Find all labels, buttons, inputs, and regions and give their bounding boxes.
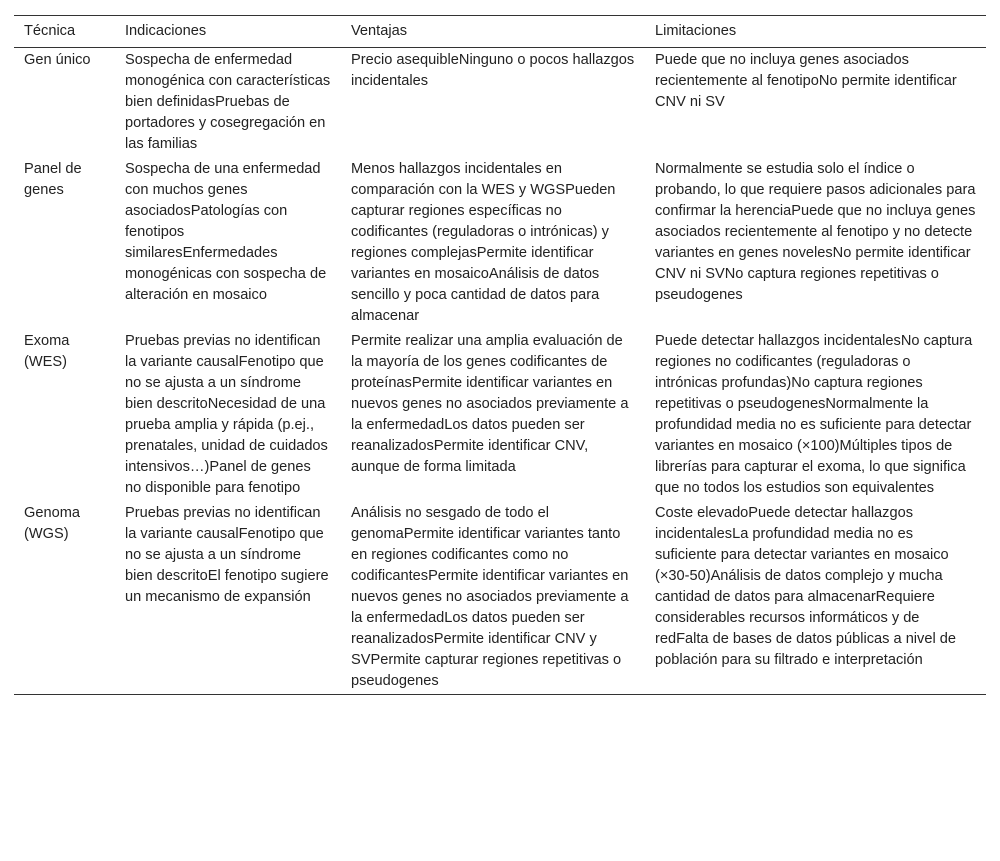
cell-limitaciones: Puede que no incluya genes asociados recientemente al fenotipoNo permite identificar CNV ni SV xyxy=(655,52,957,110)
cell-ventajas: Precio asequibleNinguno o pocos hallazgos incidentales xyxy=(351,52,635,89)
cell-limitaciones: Coste elevadoPuede detectar hallazgos incidentalesLa profundidad media no es suficiente para detectar variantes en mosaico (×30-50)Análisis de datos complejo y mucha cantidad de datos para almacenarRequiere considerables recursos informáticos y de redFalta de bases de datos públicas a nivel de población para su filtrado e interpretación xyxy=(645,501,986,695)
cell-tecnica: Panel de genes xyxy=(24,161,82,198)
table-header xyxy=(14,16,986,48)
cell-indicaciones: Pruebas previas no identifican la variante causalFenotipo que no se ajusta a un síndrome bien descritoNecesidad de una prueba amplia y rápida (p.ej., prenatales, unidad de cuidados intensivos…)Panel de genes no disponible para fenotipo xyxy=(125,333,328,496)
cell-ventajas: Permite realizar una amplia evaluación de la mayoría de los genes codificantes de proteínasPermite identificar variantes en nuevos genes no asociados previamente a la enfermedadLos datos pueden ser reanalizadosPermite identificar CNV, aunque de forma limitada xyxy=(351,333,629,475)
cell-indicaciones: Sospecha de enfermedad monogénica con características bien definidasPruebas de portadores y cosegregación en las familias xyxy=(125,52,331,152)
cell-tecnica: Gen único xyxy=(24,52,91,68)
cell-ventajas: Menos hallazgos incidentales en comparación con la WES y WGSPueden capturar regiones específicas no codificantes (reguladoras o intrónicas) y regiones complejasPermite identificar variantes en mosaicoAnálisis de datos sencillo y poca cantidad de datos para almacenar xyxy=(351,161,616,324)
table-row xyxy=(14,501,986,695)
header-ventajas: Ventajas xyxy=(341,16,645,48)
table-row xyxy=(14,157,986,329)
cell-tecnica: Exoma (WES) xyxy=(24,333,70,370)
table-row xyxy=(14,48,986,158)
header-tecnica: Técnica xyxy=(14,16,115,48)
header-indicaciones: Indicaciones xyxy=(115,16,341,48)
cell-tecnica: Genoma (WGS) xyxy=(14,501,115,695)
cell-indicaciones: Sospecha de una enfermedad con muchos genes asociadosPatologías con fenotipos similaresEnfermedades monogénicas con sospecha de alteración en mosaico xyxy=(125,161,327,303)
cell-limitaciones: Normalmente se estudia solo el índice o probando, lo que requiere pasos adicionales para confirmar la herenciaPuede que no incluya genes asociados recientemente al fenotipo y no detecte variantes en genes novelesNo permite identificar CNV ni SVNo captura regiones repetitivas o pseudogenes xyxy=(655,161,976,303)
header-row xyxy=(14,16,986,48)
table-body xyxy=(14,48,986,695)
table-container xyxy=(14,15,986,695)
header-limitaciones: Limitaciones xyxy=(645,16,986,48)
cell-ventajas: Análisis no sesgado de todo el genomaPermite identificar variantes tanto en regiones codificantes como no codificantesPermite identificar variantes en nuevos genes no asociados previamente a la enfermedadLos datos pueden ser reanalizadosPermite identificar CNV y SVPermite capturar regiones repetitivas o pseudogenes xyxy=(341,501,645,695)
comparison-table xyxy=(14,15,986,695)
cell-limitaciones: Puede detectar hallazgos incidentalesNo captura regiones no codificantes (reguladoras o intrónicas profundas)No captura regiones repetitivas o pseudogenesNormalmente la profundidad media no es suficiente para detectar variantes en mosaico (×100)Múltiples tipos de librerías para capturar el exoma, lo que significa que no todos los estudios son equivalentes xyxy=(655,333,973,496)
cell-indicaciones: Pruebas previas no identifican la variante causalFenotipo que no se ajusta a un síndrome bien descritoEl fenotipo sugiere un mecanismo de expansión xyxy=(115,501,341,695)
table-row xyxy=(14,329,986,501)
